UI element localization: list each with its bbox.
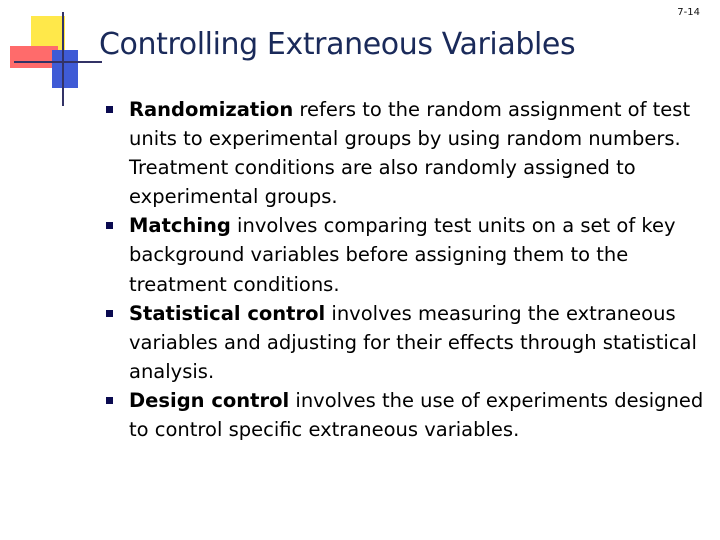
bullet-text: involves comparing test units on a set of key background variables before assigning them to the treatment conditions. (129, 214, 676, 296)
bullet-list (104, 95, 704, 444)
bullet-text: involves the use of experiments designed to control specific extraneous variables. (129, 388, 704, 442)
decor-blue-square (52, 50, 78, 88)
slide-title: Controlling Extraneous Variables (99, 27, 576, 62)
square-bullet-icon (106, 397, 113, 404)
bullet-text: refers to the random assignment of test units to experimental groups by using random numbers. Treatment conditions are also randomly assigned to experimental groups. (129, 98, 691, 209)
bullet-text: involves measuring the extraneous variables and adjusting for their effects through statistical analysis. (129, 301, 697, 383)
bullet-item-statistical-control (104, 299, 704, 386)
bullet-item-matching (104, 211, 704, 298)
bullet-term: Design control (129, 388, 290, 412)
square-bullet-icon (106, 310, 113, 317)
bullet-term: Matching (129, 214, 231, 238)
decor-vertical-line (62, 12, 64, 106)
bullet-item-randomization (104, 95, 704, 211)
decor-horizontal-line (14, 61, 102, 63)
bullet-term: Statistical control (129, 301, 326, 325)
square-bullet-icon (106, 222, 113, 229)
square-bullet-icon (106, 106, 113, 113)
decor-red-bar (10, 46, 58, 68)
bullet-term: Randomization (129, 98, 294, 121)
page-number: 7-14 (677, 7, 700, 18)
bullet-item-design-control (104, 386, 704, 444)
